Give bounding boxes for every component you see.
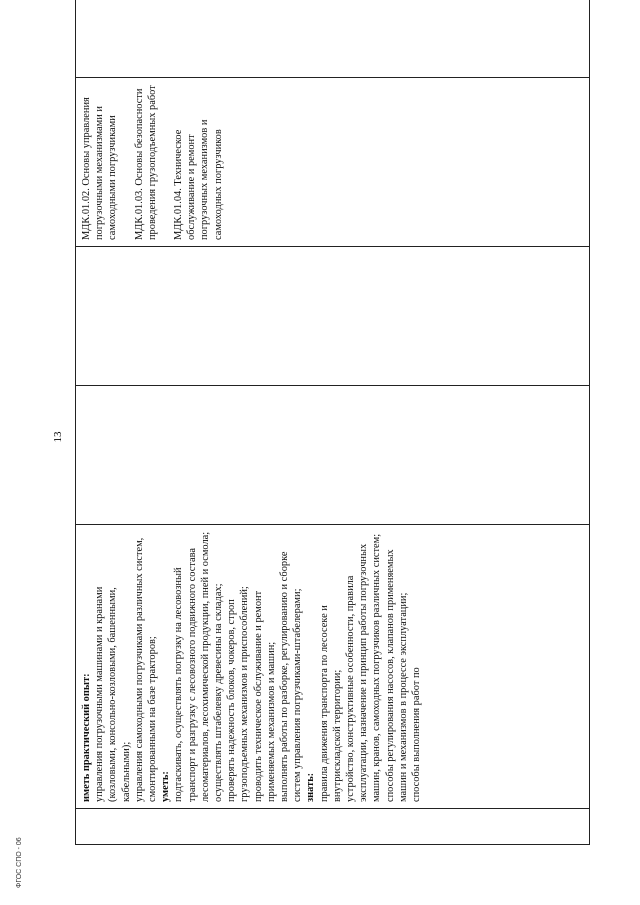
- competence-cell: [76, 525, 590, 809]
- list-item: правила движения транспорта по лесосеке и внутрискладской территории;: [318, 605, 343, 802]
- list-item: подтаскивать, осуществлять погрузку на лесовозный транспорт и разгрузку с лесовозного подвижного состава лесоматериалов, лесохимической продукции, пней и осмола;: [173, 531, 211, 802]
- mdk-item: МДК.01.04. Техническое обслуживание и ремонт погрузочных механизмов и самоходных погрузчиков: [173, 119, 224, 240]
- list-item: управления самоходными погрузчиками различных систем, смонтированными на базе тракторов;: [133, 537, 159, 802]
- page-number: 13: [52, 431, 64, 443]
- rotated-content: [75, 65, 590, 845]
- index-cell: [76, 809, 590, 845]
- list-item: проводить техническое обслуживание и ремонт применяемых механизмов и машин;: [252, 590, 277, 802]
- empty-cell: [76, 386, 590, 525]
- empty-cell: [76, 0, 590, 78]
- list-item: проверять надежность блоков, чокеров, строп грузоподъемных механизмов и приспособлений;: [226, 586, 251, 802]
- skills-heading: уметь:: [160, 771, 172, 802]
- list-item: управления погрузочными машинами и кранами (козловыми, консольно-козловыми, башенными, кабельными);: [94, 586, 132, 802]
- list-item: способы выполнения работ по: [411, 667, 423, 802]
- list-item: выполнять работы по разборке, регулированию и сборке систем управления погрузчиками-штабелерами;: [279, 551, 304, 802]
- table-row: [76, 0, 590, 845]
- list-item: осуществлять штабелевку древесины на складах;: [213, 583, 225, 802]
- list-item: устройство, конструктивные особенности, правила эксплуатации, назначение и принцип работы погрузочных машин, кранов, самоходных погрузчиков различных систем;: [345, 533, 383, 802]
- mdk-item: МДК.01.02. Основы управления погрузочными механизмами и самоходными погрузчиками: [81, 97, 119, 240]
- mdk-item: МДК.01.03. Основы безопасности проведения грузоподъемных работ: [133, 85, 158, 240]
- list-item: способы регулирования насосов, клапанов применяемых машин и механизмов в процессе эксплуатации;: [384, 549, 409, 802]
- empty-cell: [76, 247, 590, 386]
- footer-code: ФГОС СПО - 06: [16, 837, 23, 888]
- experience-heading: иметь практический опыт:: [81, 673, 92, 802]
- knowledge-heading: знать:: [305, 772, 317, 802]
- mdk-cell: [76, 78, 590, 247]
- curriculum-table: [75, 0, 590, 845]
